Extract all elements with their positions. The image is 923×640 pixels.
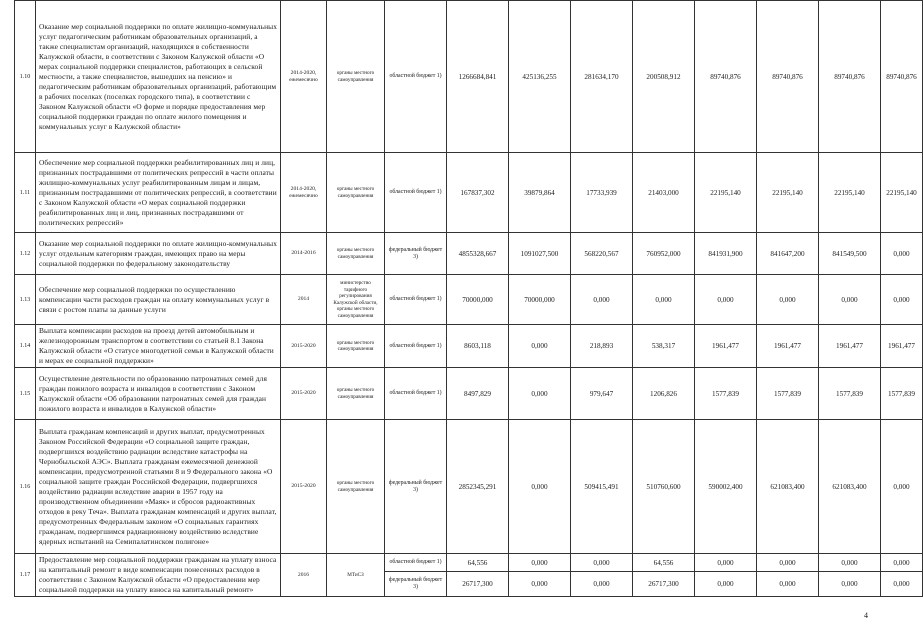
funding-amount: 0,000 (819, 275, 881, 325)
funding-amount: 8497,829 (447, 368, 509, 420)
program-table-sheet (14, 0, 917, 640)
funding-amount: 22195,140 (881, 153, 923, 233)
funding-amount: 0,000 (757, 572, 819, 597)
funding-amount: 0,000 (881, 572, 923, 597)
funding-amount: 1961,477 (819, 325, 881, 368)
implementation-period: 2014-2016 (281, 233, 327, 275)
implementation-period: 2016 (281, 554, 327, 597)
funding-amount: 70000,000 (509, 275, 571, 325)
funding-source: областной бюджет 1) (385, 1, 447, 153)
funding-amount: 0,000 (819, 554, 881, 572)
funding-amount: 1961,477 (695, 325, 757, 368)
funding-source: областной бюджет 1) (385, 325, 447, 368)
funding-amount: 26717,300 (633, 572, 695, 597)
funding-amount: 0,000 (509, 325, 571, 368)
measure-description: Обеспечение мер социальной поддержки по осуществлению компенсации части расходов граждан на оплату коммунальных услуг в связи с ростом платы за данные услуги (36, 275, 281, 325)
funding-amount: 510760,600 (633, 420, 695, 554)
funding-amount: 621083,400 (757, 420, 819, 554)
funding-amount: 70000,000 (447, 275, 509, 325)
funding-source: областной бюджет 1) (385, 554, 447, 572)
table-row (15, 325, 923, 368)
funding-amount: 2852345,291 (447, 420, 509, 554)
funding-amount: 1577,839 (881, 368, 923, 420)
funding-amount: 0,000 (881, 233, 923, 275)
funding-amount: 22195,140 (757, 153, 819, 233)
funding-amount: 0,000 (881, 420, 923, 554)
funding-amount: 200508,912 (633, 1, 695, 153)
funding-amount: 0,000 (509, 554, 571, 572)
implementation-period: 2015-2020 (281, 368, 327, 420)
funding-amount: 89740,876 (881, 1, 923, 153)
row-number: 1.12 (15, 233, 36, 275)
funding-amount: 0,000 (509, 572, 571, 597)
funding-amount: 568220,567 (571, 233, 633, 275)
implementation-period: 2014-2020, ежемесячно (281, 1, 327, 153)
funding-amount: 89740,876 (819, 1, 881, 153)
table-row (15, 275, 923, 325)
funding-source: областной бюджет 1) (385, 368, 447, 420)
row-number: 1.16 (15, 420, 36, 554)
funding-amount: 1206,826 (633, 368, 695, 420)
measure-description: Выплата компенсации расходов на проезд детей автомобильным и железнодорожным транспортом в соответствии со статьей 8.1 Закона Калужской области «О статусе многодетной семьи в Калужской области и мерах ее социальной поддержки» (36, 325, 281, 368)
funding-amount: 621083,400 (819, 420, 881, 554)
funding-source: федеральный бюджет 3) (385, 420, 447, 554)
funding-amount: 0,000 (881, 554, 923, 572)
funding-amount: 281634,170 (571, 1, 633, 153)
funding-amount: 0,000 (633, 275, 695, 325)
funding-amount: 1266684,841 (447, 1, 509, 153)
table-row (15, 368, 923, 420)
funding-amount: 22195,140 (819, 153, 881, 233)
row-number: 1.17 (15, 554, 36, 597)
funding-amount: 1577,839 (695, 368, 757, 420)
funding-amount: 538,317 (633, 325, 695, 368)
executor: органы местного самоуправления (327, 368, 385, 420)
program-measures-table (14, 0, 923, 597)
funding-amount: 590002,400 (695, 420, 757, 554)
row-number: 1.14 (15, 325, 36, 368)
funding-amount: 64,556 (633, 554, 695, 572)
funding-amount: 1961,477 (757, 325, 819, 368)
implementation-period: 2014-2020, ежемесячно (281, 153, 327, 233)
funding-source: областной бюджет 1) (385, 153, 447, 233)
implementation-period: 2015-2020 (281, 420, 327, 554)
funding-amount: 760952,000 (633, 233, 695, 275)
funding-amount: 0,000 (757, 554, 819, 572)
funding-amount: 841931,900 (695, 233, 757, 275)
funding-amount: 22195,140 (695, 153, 757, 233)
table-row (15, 153, 923, 233)
measure-description: Оказание мер социальной поддержки по оплате жилищно-коммунальных услуг педагогическим работникам образовательных организаций, а также специалистам организаций, находящихся в собственности Калужской области, в соответствии с Законом Калужской области «О мерах социальной поддержки специалистов, работающих в сельской местности, а также специалистов, вышедших на пенсию» и педагогическим работникам образовательных организаций, работающим в рабочих поселках (поселках городского типа), в соответствии с Законом Калужской области «О форме и порядке предоставления мер социальной поддержки граждан по оплате жилого помещения и коммунальных услуг в Калужской области» (36, 1, 281, 153)
table-row (15, 420, 923, 554)
funding-amount: 0,000 (881, 275, 923, 325)
funding-amount: 17733,939 (571, 153, 633, 233)
funding-amount: 0,000 (695, 275, 757, 325)
executor: органы местного самоуправления (327, 153, 385, 233)
funding-amount: 89740,876 (695, 1, 757, 153)
funding-source: федеральный бюджет 3) (385, 233, 447, 275)
page-number: 4 (864, 611, 868, 620)
executor: органы местного самоуправления (327, 325, 385, 368)
funding-amount: 218,893 (571, 325, 633, 368)
funding-amount: 26717,300 (447, 572, 509, 597)
funding-source: федеральный бюджет 3) (385, 572, 447, 597)
funding-amount: 425136,255 (509, 1, 571, 153)
measure-description: Оказание мер социальной поддержки по оплате жилищно-коммунальных услуг отдельным категориям граждан, имеющих право на меры социальной поддержки по федеральному законодательству (36, 233, 281, 275)
funding-amount: 89740,876 (757, 1, 819, 153)
funding-amount: 1577,839 (819, 368, 881, 420)
implementation-period: 2015-2020 (281, 325, 327, 368)
executor: органы местного самоуправления (327, 420, 385, 554)
table-row (15, 1, 923, 153)
funding-amount: 0,000 (695, 554, 757, 572)
row-number: 1.10 (15, 1, 36, 153)
executor: министерство тарифного регулирования Калужской области, органы местного самоуправления (327, 275, 385, 325)
measure-description: Предоставление мер социальной поддержки гражданам на уплату взноса на капитальный ремонт в виде компенсации понесенных расходов в соответствии с Законом Калужской области «О предоставлении мер социальной поддержки на уплату взноса на капитальный ремонт» (36, 554, 281, 597)
funding-amount: 21403,000 (633, 153, 695, 233)
funding-amount: 509415,491 (571, 420, 633, 554)
measure-description: Выплата гражданам компенсаций и других выплат, предусмотренных Законом Российской Федерации «О социальной защите граждан, подвергшихся воздействию радиации вследствие катастрофы на Чернобыльской АЭС». Выплата гражданам ежемесячной денежной компенсации, предусмотренной статьями 8 и 9 Федерального закона «О социальной защите граждан Российской Федерации, подвергшихся воздействию радиации вследствие аварии в 1957 году на производственном объединении «Маяк» и сбросов радиоактивных отходов в реку Теча». Выплата гражданам компенсаций и других выплат, предусмотренных Федеральным законом «О социальных гарантиях гражданам, подвергшимся радиационному воздействию вследствие ядерных испытаний на Семипалатинском полигоне» (36, 420, 281, 554)
funding-amount: 64,556 (447, 554, 509, 572)
executor: органы местного самоуправления (327, 1, 385, 153)
measure-description: Осуществление деятельности по образованию патронатных семей для граждан пожилого возраста и инвалидов в соответствии с Законом Калужской области «Об образовании патронатных семей для граждан пожилого возраста и инвалидов в Калужской области» (36, 368, 281, 420)
funding-amount: 39879,864 (509, 153, 571, 233)
funding-amount: 167837,302 (447, 153, 509, 233)
funding-amount: 0,000 (571, 554, 633, 572)
table-row (15, 233, 923, 275)
funding-amount: 841647,200 (757, 233, 819, 275)
executor: органы местного самоуправления (327, 233, 385, 275)
row-number: 1.15 (15, 368, 36, 420)
funding-amount: 1961,477 (881, 325, 923, 368)
funding-amount: 4855328,667 (447, 233, 509, 275)
funding-amount: 8603,118 (447, 325, 509, 368)
funding-amount: 0,000 (695, 572, 757, 597)
executor: МТиСЗ (327, 554, 385, 597)
table-row (15, 554, 923, 572)
funding-amount: 979,647 (571, 368, 633, 420)
funding-amount: 0,000 (509, 368, 571, 420)
funding-amount: 0,000 (819, 572, 881, 597)
implementation-period: 2014 (281, 275, 327, 325)
row-number: 1.11 (15, 153, 36, 233)
funding-amount: 0,000 (571, 275, 633, 325)
funding-amount: 1577,839 (757, 368, 819, 420)
funding-amount: 1091027,500 (509, 233, 571, 275)
funding-amount: 0,000 (571, 572, 633, 597)
funding-amount: 0,000 (509, 420, 571, 554)
row-number: 1.13 (15, 275, 36, 325)
funding-source: областной бюджет 1) (385, 275, 447, 325)
funding-amount: 0,000 (757, 275, 819, 325)
funding-amount: 841549,500 (819, 233, 881, 275)
measure-description: Обеспечение мер социальной поддержки реабилитированных лиц и лиц, признанных пострадавшими от политических репрессий в части оплаты жилищно-коммунальных услуг реабилитированным лицам и лицам, признанным пострадавшими от политических репрессий, в соответствии с Законом Калужской области «О мерах социальной поддержки реабилитированных лиц и лиц, признанных пострадавшими от политических репрессий» (36, 153, 281, 233)
